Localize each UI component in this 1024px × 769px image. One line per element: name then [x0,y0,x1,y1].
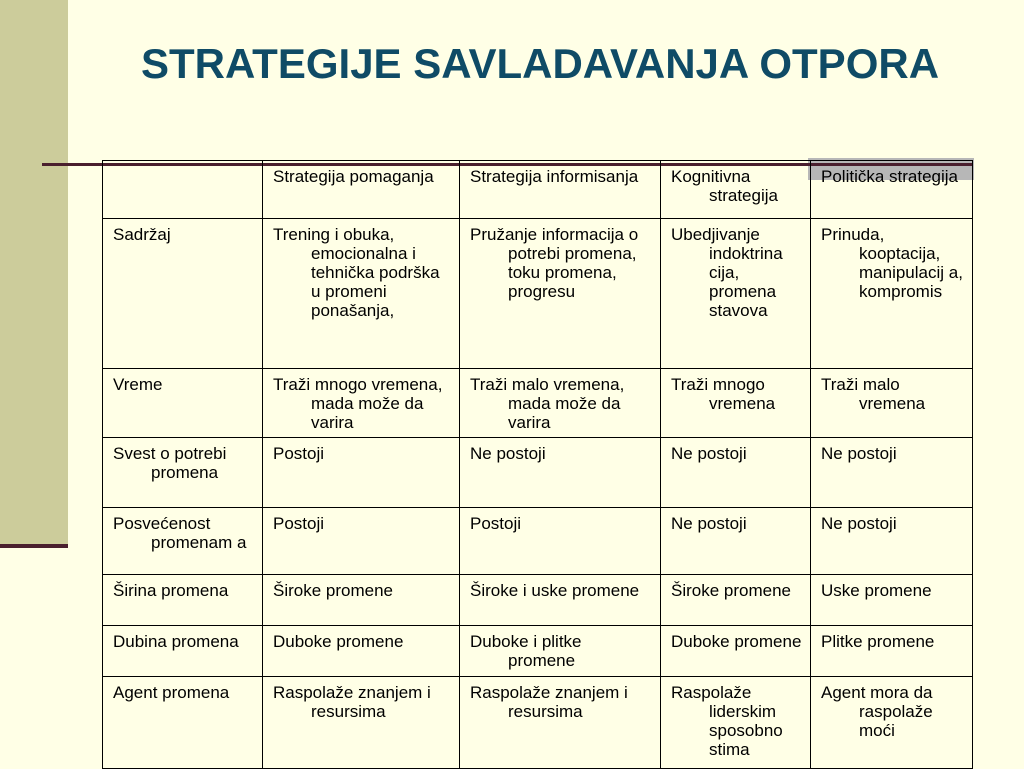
header-cell [263,161,460,219]
slide-title: STRATEGIJE SAVLADAVANJA OTPORA [140,40,940,87]
header-cell-text: Politička strategija [821,167,959,186]
table-cell [661,219,811,369]
table-cell [811,438,973,508]
cell-text: Pružanje informacija o potrebi promena, toku promena, progresu [470,225,639,301]
cell-text: Traži mnogo vremena [671,375,776,413]
cell-text: Plitke promene [821,632,935,651]
table-cell [263,369,460,438]
table-cell [661,508,811,575]
table-row [103,369,973,438]
table-cell [263,626,460,677]
cell-text: Postoji [273,514,325,533]
cell-text: Ne postoji [671,444,747,463]
header-cell [103,161,263,219]
row-label-cell [103,508,263,575]
table-cell [460,369,661,438]
table-cell [811,677,973,769]
cell-text: Duboke promene [273,632,404,651]
row-label: Širina promena [113,581,229,600]
header-cell-text: Strategija pomaganja [273,167,434,186]
header-cell-text: Kognitivna strategija [671,167,778,205]
cell-text: Uske promene [821,581,932,600]
table-cell [811,369,973,438]
table-cell [661,575,811,626]
cell-text: Agent mora da raspolaže moći [821,683,933,740]
table-cell [661,438,811,508]
table-cell [460,626,661,677]
table-cell [811,219,973,369]
table-cell [460,438,661,508]
table-cell [460,677,661,769]
cell-text: Široke i uske promene [470,581,640,600]
row-label: Svest o potrebi promena [113,444,227,482]
row-label: Posvećenost promenam a [113,514,247,552]
table-header-row [103,161,973,219]
row-label: Sadržaj [113,225,171,244]
table-cell [811,508,973,575]
row-label-cell [103,626,263,677]
table-row [103,219,973,369]
cell-text: Široke promene [273,581,394,600]
row-label: Dubina promena [113,632,239,651]
cell-text: Raspolaže liderskim sposobno stima [671,683,783,759]
table-cell [811,626,973,677]
cell-text: Ne postoji [671,514,747,533]
table-row [103,626,973,677]
row-label-cell [103,438,263,508]
cell-text: Raspolaže znanjem i resursima [273,683,431,721]
header-cell [460,161,661,219]
table-row [103,438,973,508]
table-cell [661,369,811,438]
cell-text: Ne postoji [821,514,897,533]
table-cell [263,438,460,508]
table-row [103,677,973,769]
table-cell [460,575,661,626]
cell-text: Postoji [470,514,522,533]
row-label-cell [103,369,263,438]
header-cell-text: Strategija informisanja [470,167,639,186]
table-row [103,508,973,575]
cell-text: Raspolaže znanjem i resursima [470,683,628,721]
row-label-cell [103,219,263,369]
row-label-cell [103,575,263,626]
table-cell [661,626,811,677]
table-cell [263,219,460,369]
cell-text: Ne postoji [470,444,546,463]
table-cell [811,575,973,626]
cell-text: Ne postoji [821,444,897,463]
side-decor-bar [0,0,68,548]
side-decor-line [0,544,68,548]
cell-text: Traži malo vremena [821,375,926,413]
row-label-cell [103,677,263,769]
cell-text: Široke promene [671,581,792,600]
row-label: Vreme [113,375,163,394]
cell-text: Trening i obuka, emocionalna i tehnička podrška u promeni ponašanja, [273,225,440,320]
cell-text: Postoji [273,444,325,463]
table-cell [460,508,661,575]
header-cell [661,161,811,219]
header-cell [811,161,973,219]
table-cell [263,677,460,769]
cell-text: Traži malo vremena, mada može da varira [470,375,625,432]
table-cell [263,508,460,575]
table-cell [460,219,661,369]
table-cell [661,677,811,769]
row-label: Agent promena [113,683,230,702]
table-row [103,575,973,626]
cell-text: Ubedjivanje indoktrina cija, promena stavova [671,225,783,320]
cell-text: Traži mnogo vremena, mada može da varira [273,375,443,432]
table-cell [263,575,460,626]
cell-text: Prinuda, kooptacija, manipulacij a, kompromis [821,225,963,301]
strategy-table [102,160,973,769]
cell-text: Duboke promene [671,632,802,651]
cell-text: Duboke i plitke promene [470,632,582,670]
